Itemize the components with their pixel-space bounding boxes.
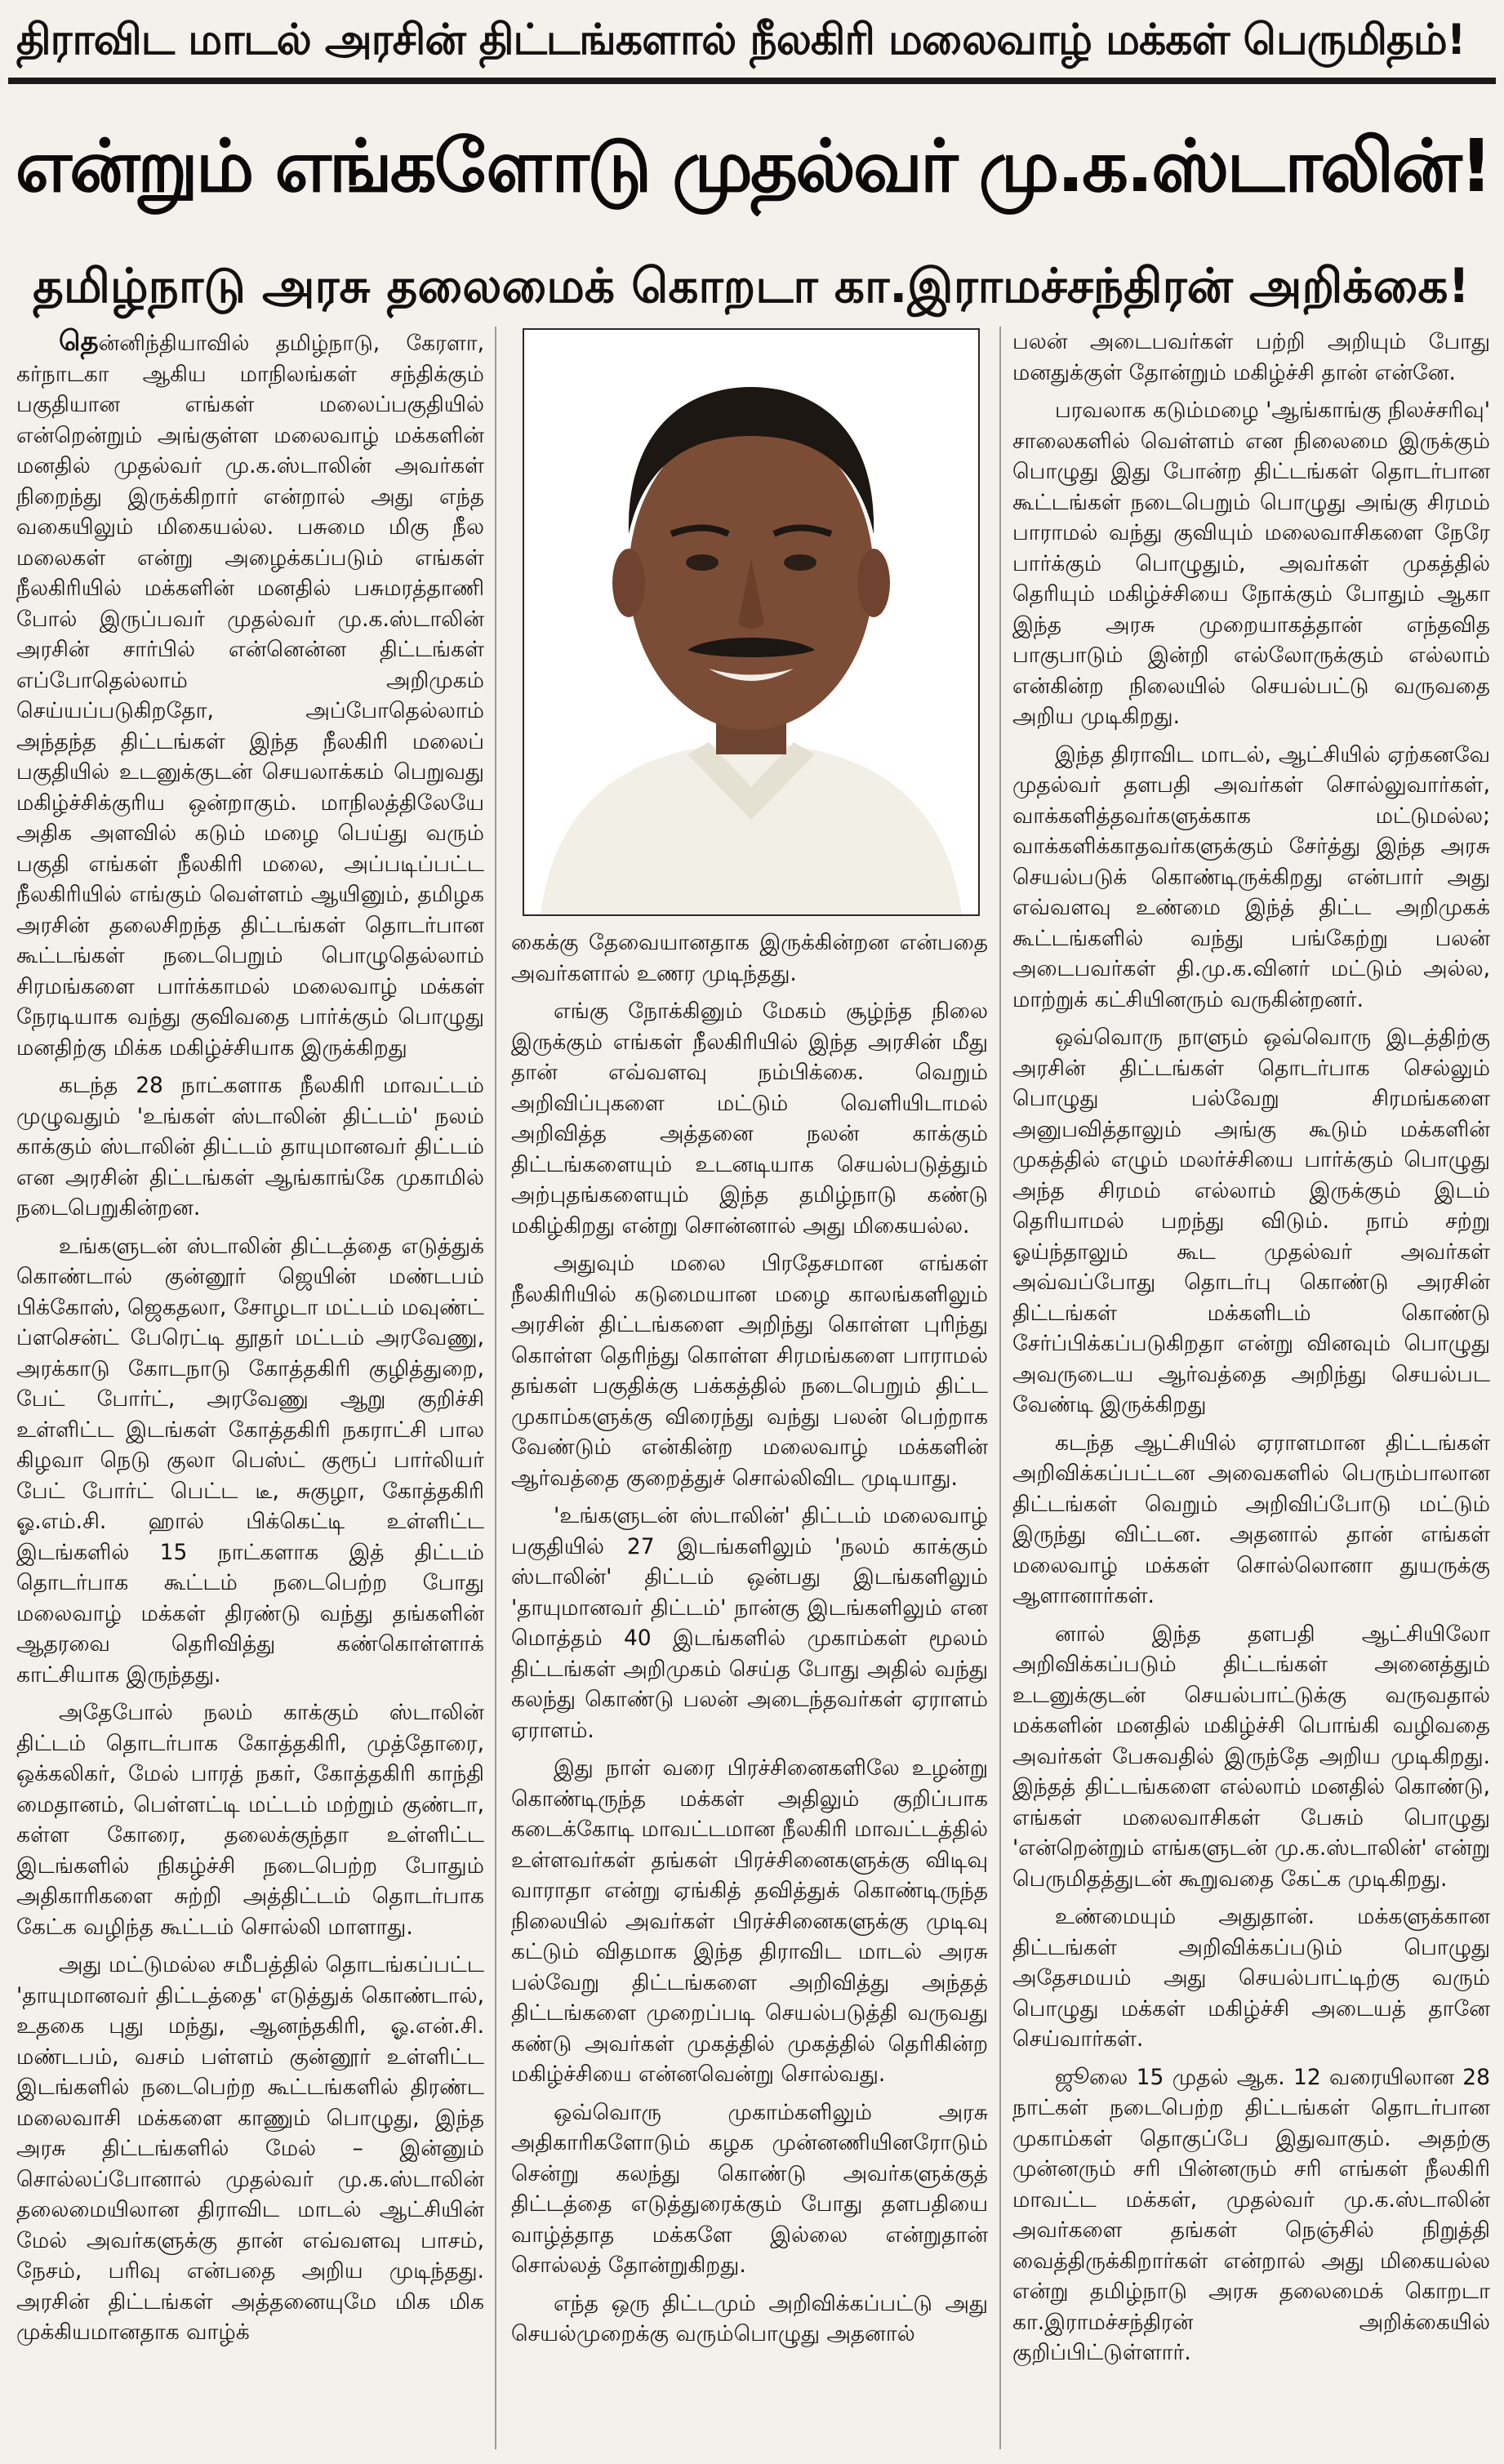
paragraph: எங்கு நோக்கினும் மேகம் சூழ்ந்த நிலை இருக்கும் எங்கள் நீலகிரியில் இந்த அரசின் மீது தான் எவ்வளவு நம்பிக்கை. வெறும் அறிவிப்புகளை மட்டும் வெளியிடாமல் அறிவித்த அத்தனை நலன் காக்கும் திட்டங்களையும் உடனடியாக செயல்படுத்தும் அற்புதங்களையும் இந்த தமிழ்நாடு கண்டு மகிழ்கிறது என்று சொன்னால் அது மிகையல்ல. — [511, 998, 988, 1239]
portrait-photo — [523, 328, 980, 916]
paragraph: கைக்கு தேவையானதாக இருக்கின்றன என்பதை அவர்களால் உணர முடிந்தது. — [511, 930, 988, 986]
paragraph-text: ன்னிந்தியாவில் தமிழ்நாடு, கேரளா, கர்நாடகா ஆகிய மாநிலங்கள் சந்திக்கும் பகுதியான எங்கள் மலைப்பகுதியில் என்றென்றும் அங்குள்ள மலைவாழ் மக்களின் மனதில் முதல்வர் மு.க.ஸ்டாலின் அவர்கள் நிறைந்து இருக்கிறார் என்றால் அது எந்த வகையிலும் மிகையல்ல. பசுமை மிகு நீல மலைகள் என்று அழைக்கப்படும் எங்கள் நீலகிரியில் மக்களின் மனதில் பசுமரத்தாணி போல் இருப்பவர் முதல்வர் மு.க.ஸ்டாலின் அரசின் சார்பில் என்னென்ன திட்டங்கள் எப்போதெல்லாம் அறிமுகம் செய்யப்படுகிறதோ, அப்போதெல்லாம் அந்தந்த திட்டங்கள் இந்த நீலகிரி மலைப் பகுதியில் உடனுக்குடன் செயலாக்கம் பெறுவது மகிழ்ச்சிக்குரிய ஒன்றாகும். மாநிலத்திலேயே அதிக அளவில் கடும் மழை பெய்து வரும் பகுதி எங்கள் நீலகிரி மலை, அப்படிப்பட்ட நீலகிரியில் எங்கும் வெள்ளம் ஆயினும், தமிழக அரசின் தலைசிறந்த திட்டங்கள் தொடர்பான கூட்டங்கள் நடைபெறும் பொழுதெல்லாம் சிரமங்களை பார்க்காமல் மலைவாழ் மக்கள் நேரடியாக வந்து குவிவதை பார்க்கும் பொழுது மனதிற்கு மிக்க மகிழ்ச்சியாக இருக்கிறது — [16, 331, 484, 1061]
paragraph: 'உங்களுடன் ஸ்டாலின்' திட்டம் மலைவாழ் பகுதியில் 27 இடங்களிலும் 'நலம் காக்கும் ஸ்டாலின்' திட்டம் ஒன்பது இடங்களிலும் 'தாயுமானவர் திட்டம்' நான்கு இடங்களிலும் என மொத்தம் 40 இடங்களில் முகாம்கள் மூலம் திட்டங்கள் அறிமுகம் செய்த போது அதில் வந்து கலந்து கொண்டு பலன் அடைந்தவர்கள் ஏராளம் ஏராளம். — [511, 1503, 988, 1743]
paragraph: இது நாள் வரை பிரச்சினைகளிலே உழன்று கொண்டிருந்த மக்கள் அதிலும் குறிப்பாக கடைக்கோடி மாவட்டமான நீலகிரி மாவட்டத்தில் உள்ளவர்கள் தங்கள் பிரச்சினைகளுக்கு விடிவு வாராதா என்று ஏங்கித் தவித்துக் கொண்டிருந்த நிலையில் அவர்கள் பிரச்சினைகளுக்கு முடிவு கட்டும் விதமாக இந்த திராவிட மாடல் அரசு பல்வேறு திட்டங்களை அறிவித்து அந்தத் திட்டங்களை முறைப்படி செயல்படுத்தி வருவது கண்டு அவர்கள் முகத்தில் முகத்தில் தெரிகின்ற மகிழ்ச்சியை என்னவென்று சொல்வது. — [511, 1755, 988, 2087]
column-divider — [495, 327, 496, 2449]
article-column-3 — [1012, 327, 1490, 2449]
paragraph: ஒவ்வொரு முகாம்களிலும் அரசு அதிகாரிகளோடும் கழக முன்னணியினரோடும் சென்று கலந்து கொண்டு அவர்களுக்குத் திட்டத்தை எடுத்துரைக்கும் போது தளபதியை வாழ்த்தாத மக்களே இல்லை என்றுதான் சொல்லத் தோன்றுகிறது. — [511, 2099, 988, 2278]
paragraph: கடந்த ஆட்சியில் ஏராளமான திட்டங்கள் அறிவிக்கப்பட்டன அவைகளில் பெரும்பாலான திட்டங்கள் வெறும் அறிவிப்போடு மட்டும் இருந்து விட்டன. அதனால் தான் எங்கள் மலைவாழ் மக்கள் சொல்லொனா துயருக்கு ஆளானார்கள். — [1012, 1430, 1490, 1608]
paragraph: இந்த திராவிட மாடல், ஆட்சியில் ஏற்கனவே முதல்வர் தளபதி அவர்கள் சொல்லுவார்கள், வாக்களித்தவர்களுக்காக மட்டுமல்ல; வாக்களிக்காதவர்களுக்கும் சேர்த்து இந்த அரசு செயல்படுக் கொண்டிருக்கிறது என்பார் அது எவ்வளவு உண்மை இந்த் திட்ட அறிமுகக் கூட்டங்களில் வந்து பங்கேற்று பலன் அடைபவர்கள் தி.மு.க.வினர் மட்டும் அல்ல, மாற்றுக் கட்சியினரும் வருகின்றனர். — [1012, 741, 1490, 1012]
paragraph: அதுவும் மலை பிரதேசமான எங்கள் நீலகிரியில் கடுமையான மழை காலங்களிலும் அரசின் திட்டங்களை அறிந்து கொள்ள புரிந்து கொள்ள தெரிந்து கொள்ள சிரமங்களை பாராமல் தங்கள் பகுதிக்கு பக்கத்தில் நடைபெறும் திட்ட முகாம்களுக்கு விரைந்து வந்து பலன் பெற்றாக வேண்டும் என்கின்ற மலைவாழ் மக்களின் ஆர்வத்தை குறைத்துச் சொல்லிவிட முடியாது. — [511, 1251, 988, 1491]
kicker-rule — [8, 78, 1496, 84]
drop-cap: தெ — [59, 327, 99, 358]
paragraph: பரவலாக கடும்மழை 'ஆங்காங்கு நிலச்சரிவு' சாலைகளில் வெள்ளம் என நிலைமை இருக்கும் பொழுது இது போன்ற திட்டங்கள் தொடர்பான கூட்டங்கள் நடைபெறும் பொழுது அங்கு சிரமம் பாராமல் வந்து குவியும் மலைவாசிகளை நேரே பார்க்கும் பொழுதும், அவர்கள் முகத்தில் தெரியும் மகிழ்ச்சியை நோக்கும் போதும் ஆகா இந்த அரசு முறையாகத்தான் எந்தவித பாகுபாடும் இன்றி எல்லோருக்கும் எல்லாம் என்கின்ற நிலையில் செயல்பட்டு வருவதை அறிய முடிகிறது. — [1012, 398, 1490, 729]
paragraph: அதேபோல் நலம் காக்கும் ஸ்டாலின் திட்டம் தொடர்பாக கோத்தகிரி, முத்தோரை, ஒக்கலிகர், மேல் பாரத் நகர், கோத்தகிரி காந்தி மைதானம், பெள்ளட்டி மட்டம் மற்றும் குண்டா, கள்ள கோரை, தலைக்குந்தா உள்ளிட்ட இடங்களில் நிகழ்ச்சி நடைபெற்ற போதும் அதிகாரிகளை சுற்றி அத்திட்டம் தொடர்பாக கேட்க வழிந்த கூட்டம் சொல்லி மாளாது. — [16, 1700, 484, 1940]
sub-headline: தமிழ்நாடு அரசு தலைமைக் கொறடா கா.இராமச்சந்திரன் அறிக்கை! — [33, 258, 1470, 314]
paragraph: கடந்த 28 நாட்களாக நீலகிரி மாவட்டம் முழுவதும் 'உங்கள் ஸ்டாலின் திட்டம்' நலம் காக்கும் ஸ்டாலின் திட்டம் தாயுமானவர் திட்டம் என அரசின் திட்டங்கள் ஆங்காங்கே முகாமில் நடைபெறுகின்றன. — [16, 1073, 484, 1221]
paragraph: உங்களுடன் ஸ்டாலின் திட்டத்தை எடுத்துக் கொண்டால் குன்னூர் ஜெயின் மண்டபம் பிக்கோஸ், ஜெகதலா, சோழடா மட்டம் மவுண்ட் ப்ளசென்ட் பேரெட்டி தூதர் மட்டம் அரவேணு, அரக்காடு கோடநாடு கோத்தகிரி குழித்துறை, பேட் போர்ட், அரவேணு ஆறு குறிச்சி உள்ளிட்ட இடங்கள் கோத்தகிரி நகராட்சி பால கிழவா நெடு குலா பெஸ்ட் குரூப் பார்லியர் பேட் போர்ட் பெட்ட டீ, சுகுழா, கோத்தகிரி ஓ.எம்.சி. ஹால் பிக்கெட்டி உள்ளிட்ட இடங்களில் 15 நாட்களாக இத் திட்டம் தொடர்பாக கூட்டம் நடைபெற்ற போது மலைவாழ் மக்கள் திரண்டு வந்து தங்களின் ஆதரவை தெரிவித்து கண்கொள்ளாக் காட்சியாக இருந்தது. — [16, 1233, 484, 1688]
paragraph — [16, 327, 484, 1063]
paragraph: அது மட்டுமல்ல சமீபத்தில் தொடங்கப்பட்ட 'தாயுமானவர் திட்டத்தை' எடுத்துக் கொண்டால், உதகை புது மந்து, ஆனந்தகிரி, ஓ.என்.சி. மண்டபம், வசம் பள்ளம் குன்னூர் உள்ளிட்ட இடங்களில் நடைபெற்ற கூட்டங்களில் திரண்ட மலைவாசி மக்களை காணும் பொழுது, இந்த அரசு திட்டங்களில் மேல் – இன்னும் சொல்லப்போனால் முதல்வர் மு.க.ஸ்டாலின் தலைமையிலான திராவிட மாடல் ஆட்சியின் மேல் அவர்களுக்கு தான் எவ்வளவு பாசம், நேசம், பரிவு என்பதை அறிய முடிந்தது. அரசின் திட்டங்கள் அத்தனையுமே மிக மிக முக்கியமானதாக வாழ்க் — [16, 1952, 484, 2345]
paragraph: உண்மையும் அதுதான். மக்களுக்கான திட்டங்கள் அறிவிக்கப்படும் பொழுது அதேசமயம் அது செயல்பாட்டிற்கு வரும் பொழுது மக்கள் மகிழ்ச்சி அடையத் தானே செய்வார்கள். — [1012, 1904, 1490, 2052]
paragraph: ஒவ்வொரு நாளும் ஒவ்வொரு இடத்திற்கு அரசின் திட்டங்கள் தொடர்பாக செல்லும் பொழுது பல்வேறு சிரமங்களை அனுபவித்தாலும் அங்கு கூடும் மக்களின் முகத்தில் எழும் மலர்ச்சியை பார்க்கும் பொழுது அந்த சிரமம் எல்லாம் இருக்கும் இடம் தெரியாமல் பறந்து விடும். நாம் சற்று ஓய்ந்தாலும் கூட முதல்வர் அவர்கள் அவ்வப்போது தொடர்பு கொண்டு அரசின் திட்டங்கள் மக்களிடம் கொண்டு சேர்ப்பிக்கப்படுகிறதா என்று வினவும் பொழுது அவருடைய ஆர்வத்தை அறிந்து செயல்பட வேண்டி இருக்கிறது — [1012, 1025, 1490, 1417]
paragraph: பலன் அடைபவர்கள் பற்றி அறியும் போது மனதுக்குள் தோன்றும் மகிழ்ச்சி தான் என்னே. — [1012, 329, 1490, 385]
main-headline: என்றும் எங்களோடு முதல்வர் மு.க.ஸ்டாலின்! — [15, 123, 1491, 208]
column-divider — [999, 327, 1001, 2449]
article-column-2 — [511, 927, 988, 2454]
paragraph: ஜூலை 15 முதல் ஆக. 12 வரையிலான 28 நாட்கள் நடைபெற்ற திட்டங்கள் தொடர்பான முகாம்கள் தொகுப்பே இதுவாகும். அதற்கு முன்னரும் சரி பின்னரும் சரி எங்கள் நீலகிரி மாவட்ட மக்கள், முதல்வர் மு.க.ஸ்டாலின் அவர்களை தங்கள் நெஞ்சில் நிறுத்தி வைத்திருக்கிறார்கள் என்றால் அது மிகையல்ல என்று தமிழ்நாடு அரசு தலைமைக் கொறடா கா.இராமச்சந்திரன் அறிக்கையில் குறிப்பிட்டுள்ளார். — [1012, 2064, 1490, 2365]
paragraph: னால் இந்த தளபதி ஆட்சியிலோ அறிவிக்கப்படும் திட்டங்கள் அனைத்தும் உடனுக்குடன் செயல்பாட்டுக்கு வருவதால் மக்களின் மனதில் மகிழ்ச்சி பொங்கி வழிவதை அவர்கள் பேசுவதில் இருந்தே அறிய முடிகிறது. இந்தத் திட்டங்களை எல்லாம் மனதில் கொண்டு, எங்கள் மலைவாசிகள் பேசும் பொழுது 'என்றென்றும் எங்களுடன் மு.க.ஸ்டாலின்' என்று பெருமிதத்துடன் கூறுவதை கேட்க முடிகிறது. — [1012, 1621, 1490, 1892]
kicker-headline: திராவிட மாடல் அரசின் திட்டங்களால் நீலகிரி மலைவாழ் மக்கள் பெருமிதம்! — [16, 16, 1466, 64]
paragraph: எந்த ஒரு திட்டமும் அறிவிக்கப்பட்டு அது செயல்முறைக்கு வரும்பொழுது அதனால் — [511, 2290, 988, 2346]
article-column-1 — [16, 327, 484, 2449]
